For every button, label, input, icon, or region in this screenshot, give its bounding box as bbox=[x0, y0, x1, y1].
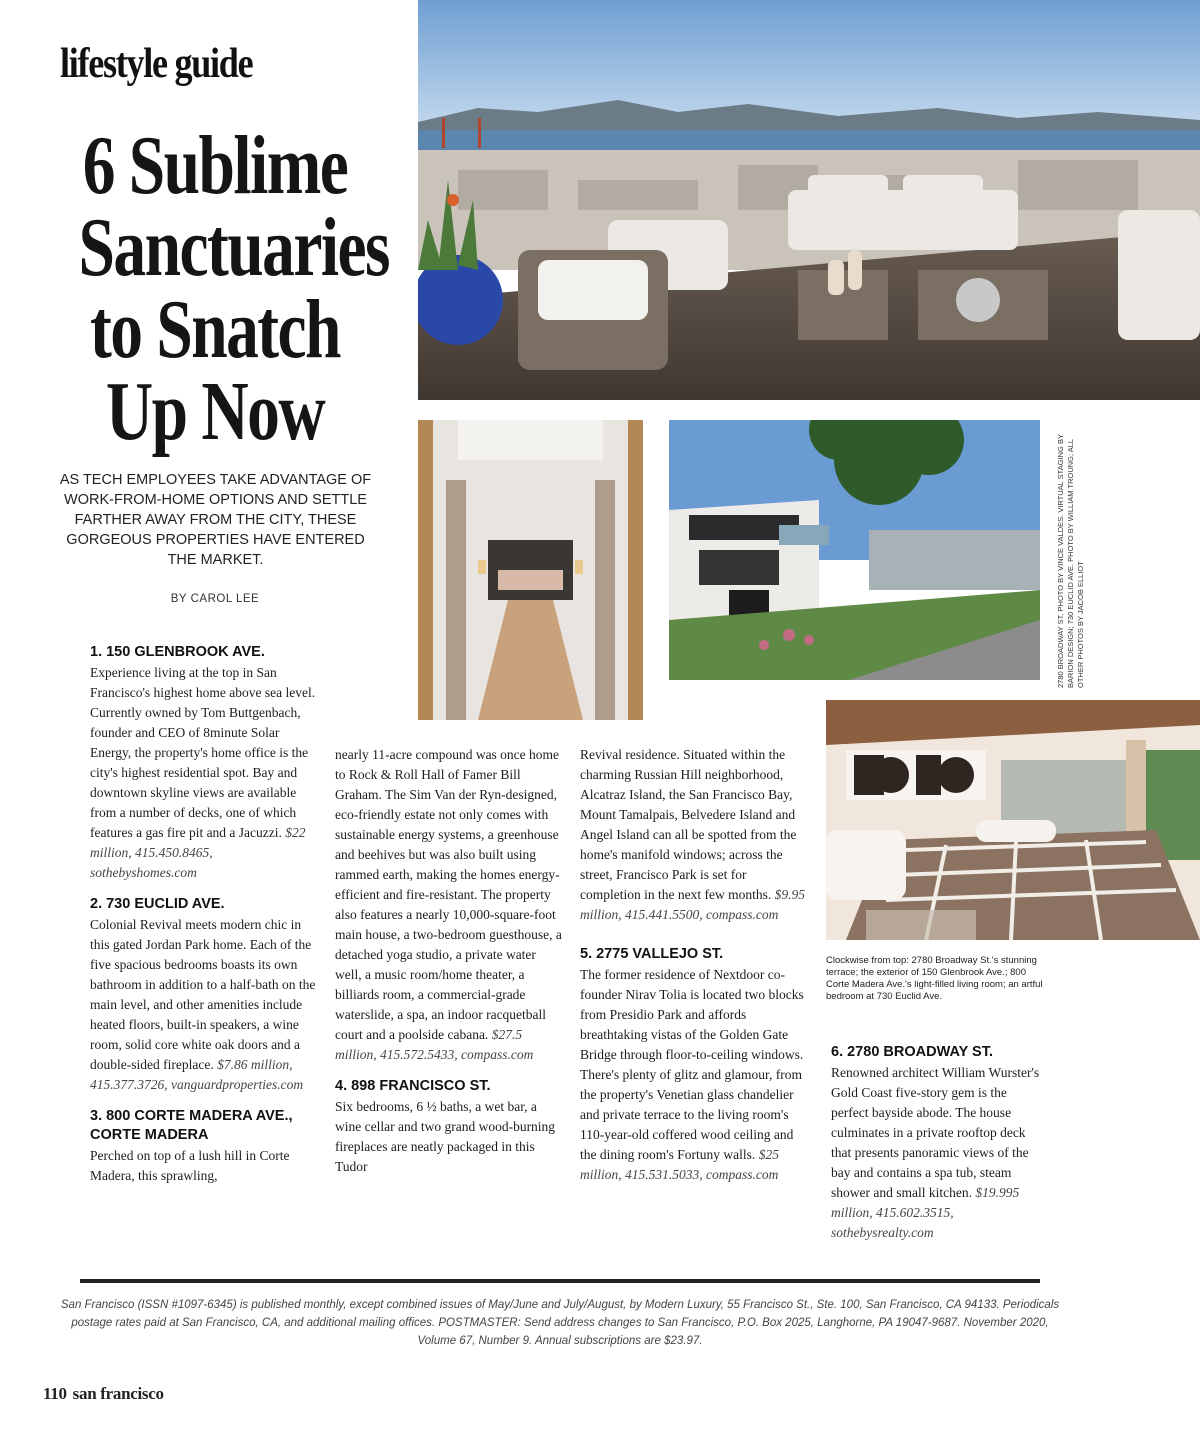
headline-line-1: 6 Sublime bbox=[82, 119, 348, 212]
article-dek: AS TECH EMPLOYEES TAKE ADVANTAGE OF WORK-FROM-HOME OPTIONS AND SETTLE FARTHER AWAY FROM THE CITY, THESE GORGEOUS PROPERTIES HAVE ENTERED THE MARKET. bbox=[59, 472, 372, 568]
listing-body: Revival residence. Situated within the charming Russian Hill neighborhood, Alcatraz Island, the San Francisco Bay, Mount Tamalpais, Belvedere Island and Angel Island can all be spotted from the home's manifold windows; across the street, Francisco Park is set for completion in the next few months. bbox=[580, 747, 797, 902]
listing-body: Experience living at the top in San Francisco's highest home above sea level. Currently owned by Tom Buttgenbach, founder and CEO of 8minute Solar Energy, the property's home office is the city's highest residential spot. Bay and downtown skyline views are available from a number of decks, one of which features a gas fire pit and a Jacuzzi. bbox=[90, 665, 316, 840]
headline-line-2: Sanctuaries bbox=[78, 201, 389, 294]
listing-title: 5. 2775 VALLEJO ST. bbox=[580, 946, 724, 962]
headline-line-4: Up Now bbox=[105, 365, 325, 458]
publication-statement: San Francisco (ISSN #1097-6345) is published monthly, except combined issues of May/June and July/August, by Modern Luxury, 55 Francisco St., Ste. 100, San Francisco, CA 94133. Periodicals postage rates paid at San Francisco, CA, and additional mailing offices. POSTMASTER: Send address changes to San Francisco, P.O. Box 2025, Langhorne, PA 19047-9687. November 2020, Volume 67, Number 9. Annual subscriptions are $23.97. bbox=[60, 1299, 1060, 1347]
listing-contact: $7.86 million, 415.377.3726, vanguardproperties.com bbox=[90, 1057, 304, 1092]
byline: BY CAROL LEE bbox=[170, 593, 260, 605]
listing-body: nearly 11-acre compound was once home to Rock & Roll Hall of Famer Bill Graham. The Sim Van der Ryn-designed, eco-friendly estate not only comes with sustainable energy systems, a greenhouse and beehives but was also built using rammed earth, making the homes energy-efficient and fire-resistant. The property also features a nearly 10,000-square-foot main house, a two-bedroom guesthouse, a detached yoga studio, a private water well, a music room/home theater, a billiards room, a commercial-grade waterslide, a spa, an indoor racquetball court and a poolside cabana. bbox=[335, 747, 562, 1042]
listing-body: Colonial Revival meets modern chic in this gated Jordan Park home. Each of the five spacious bedrooms boasts its own bathroom in addition to a half-bath on the main level, and other amenities include heated floors, built-in speakers, a wine room, solid core white oak doors and a double-sided fireplace. bbox=[90, 917, 316, 1072]
terrace-photo bbox=[418, 0, 1200, 400]
listing-body: The former residence of Nextdoor co-founder Nirav Tolia is located two blocks from Presidio Park and affords breathtaking vistas of the Golden Gate Bridge through floor-to-ceiling windows. There's plenty of glitz and glamour, from the property's Venetian glass chandelier and private terrace to the living room's 110-year-old coffered wood ceiling and the dining room's Fortuny walls. bbox=[580, 967, 804, 1162]
listing-3-continued bbox=[335, 745, 563, 1065]
magazine-name: san francisco bbox=[72, 1384, 164, 1403]
page-folio bbox=[43, 1384, 170, 1404]
listing-2 bbox=[90, 895, 318, 1095]
listing-4-start bbox=[335, 1077, 563, 1177]
column-2 bbox=[335, 745, 563, 1189]
listing-title: 6. 2780 BROADWAY ST. bbox=[831, 1044, 993, 1060]
listing-contact: $9.95 million, 415.441.5500, compass.com bbox=[580, 887, 805, 922]
listing-body: Perched on top of a lush hill in Corte Madera, this sprawling, bbox=[90, 1148, 290, 1183]
exterior-photo bbox=[669, 420, 1040, 680]
section-kicker: lifestyle guide bbox=[60, 41, 253, 87]
photo-credit: 2780 BROADWAY ST. PHOTO BY VINCE VALDES. VIRTUAL STAGING BY BARION DESIGN; 730 EUCLID AVE. PHOTO BY WILLIAM TROUNG; ALL OTHER PHOTOS BY JACOB ELLIOT bbox=[1056, 434, 1085, 688]
listing-body: Six bedrooms, 6 ½ baths, a wet bar, a wine cellar and two grand wood-burning fireplaces are neatly packaged in this Tudor bbox=[335, 1099, 556, 1174]
column-1 bbox=[90, 643, 318, 1198]
bedroom-photo bbox=[418, 420, 643, 720]
column-3 bbox=[580, 745, 808, 1197]
listing-3-start bbox=[90, 1107, 318, 1186]
listing-contact: $25 million, 415.531.5033, compass.com bbox=[580, 1147, 779, 1182]
listing-contact: $27.5 million, 415.572.5433, compass.com bbox=[335, 1027, 534, 1062]
listing-title: 3. 800 CORTE MADERA AVE., CORTE MADERA bbox=[90, 1108, 293, 1143]
page-title bbox=[40, 119, 390, 458]
listing-title: 2. 730 EUCLID AVE. bbox=[90, 896, 225, 912]
column-4 bbox=[831, 1043, 1046, 1255]
listing-6 bbox=[831, 1043, 1046, 1243]
page-number: 110 bbox=[43, 1384, 67, 1403]
listing-1 bbox=[90, 643, 318, 883]
listing-title: 4. 898 FRANCISCO ST. bbox=[335, 1078, 491, 1094]
headline-line-3: to Snatch bbox=[90, 283, 340, 376]
listing-contact: $19.995 million, 415.602.3515, sothebysrealty.com bbox=[831, 1185, 1020, 1240]
listing-contact: $22 million, 415.450.8465, sothebyshomes.com bbox=[90, 825, 306, 880]
listing-title: 1. 150 GLENBROOK AVE. bbox=[90, 644, 265, 660]
listing-4-continued bbox=[580, 745, 808, 925]
photo-caption: Clockwise from top: 2780 Broadway St.'s stunning terrace; the exterior of 150 Glenbrook Ave.; 800 Corte Madera Ave.'s light-filled living room; an artful bedroom at 730 Euclid Ave. bbox=[826, 955, 1043, 1002]
listing-body: Renowned architect William Wurster's Gold Coast five-story gem is the perfect bayside abode. The house culminates in a private rooftop deck that presents panoramic views of the bay and contains a spa tub, steam shower and small kitchen. bbox=[831, 1065, 1040, 1200]
living-room-photo bbox=[826, 700, 1200, 940]
footer-rule bbox=[80, 1279, 1040, 1283]
listing-5 bbox=[580, 945, 808, 1185]
